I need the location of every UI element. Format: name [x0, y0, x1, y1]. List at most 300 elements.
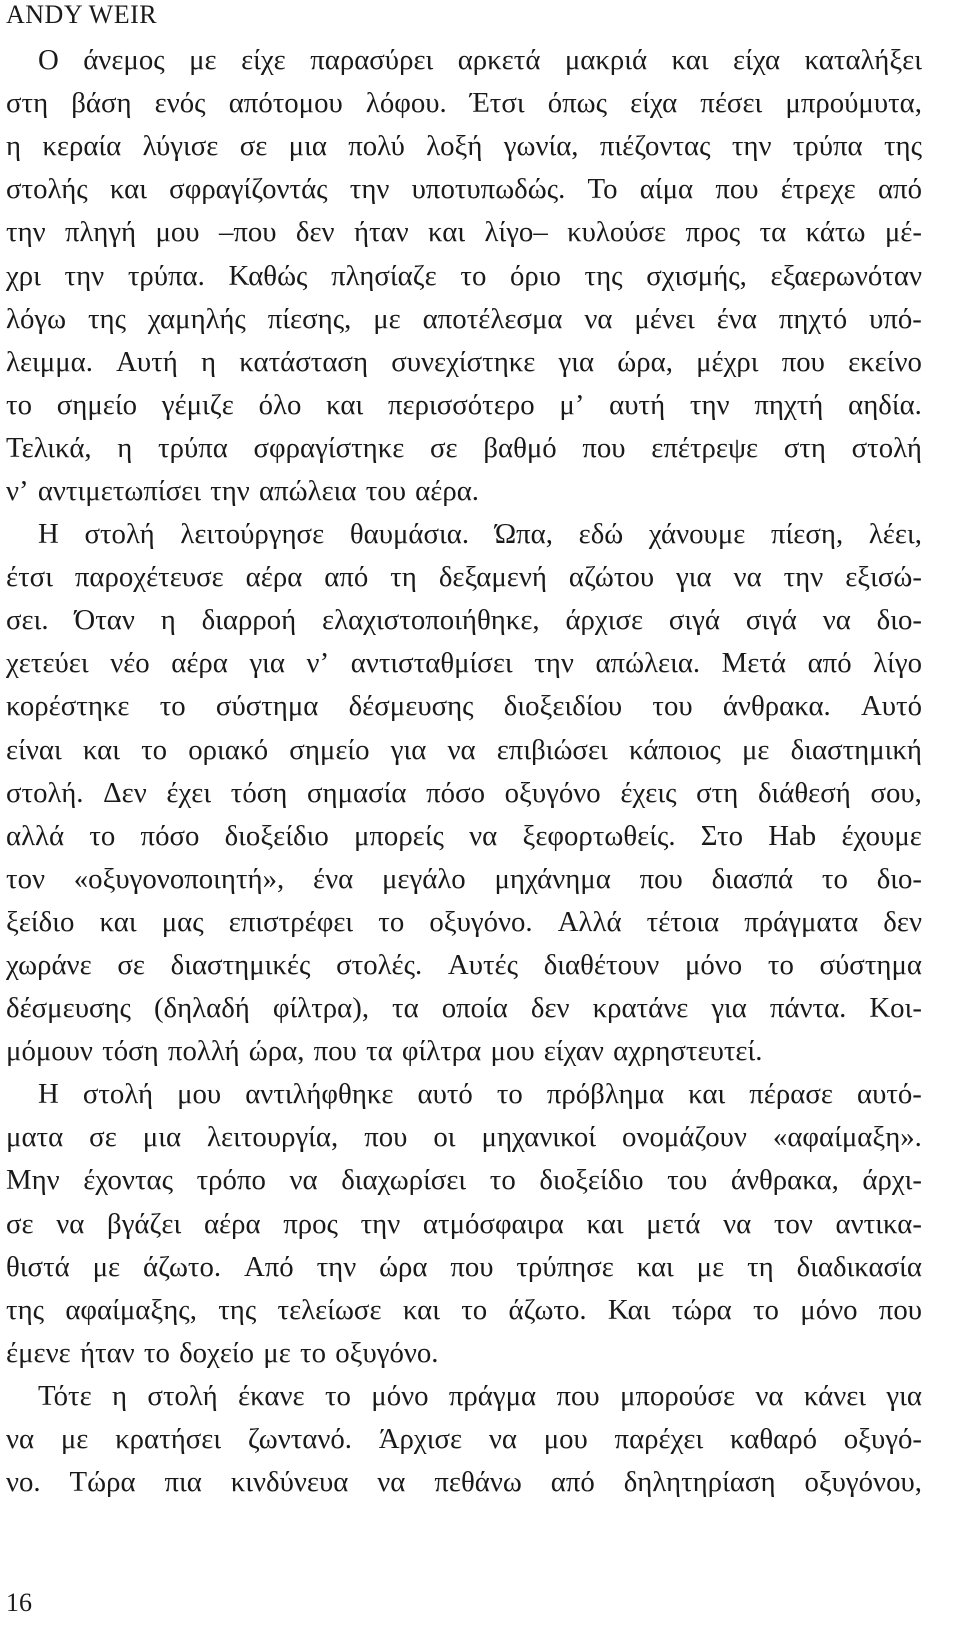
word: μου: [490, 1035, 535, 1068]
word: από: [324, 561, 369, 594]
word: άνεμος: [83, 44, 165, 77]
word: μόνο: [800, 1293, 858, 1326]
text-line: [6, 341, 922, 384]
word: που: [582, 431, 626, 464]
word: και: [671, 44, 709, 77]
text-line: [6, 513, 922, 556]
word: πηχτή: [754, 388, 824, 421]
word: οποία: [441, 992, 508, 1025]
word: Όταν: [74, 604, 135, 637]
word: παρέχει: [614, 1423, 704, 1456]
word: νέο: [110, 647, 150, 680]
word: αυτό: [417, 1078, 473, 1111]
text-line: [6, 125, 922, 168]
word: κρατήσει: [115, 1423, 222, 1456]
word: αχρηστευτεί.: [613, 1035, 763, 1068]
word: να: [733, 561, 762, 594]
word: ένα: [716, 302, 757, 335]
word: Κοι-: [869, 992, 922, 1025]
word: αντιμετωπίσει: [37, 474, 201, 507]
word: που: [639, 862, 683, 895]
text-line: [6, 1159, 922, 1202]
word: να: [723, 1207, 752, 1240]
word: διοξείδιο: [539, 1164, 644, 1197]
text-line: [6, 470, 922, 513]
word: έχει: [166, 776, 212, 809]
word: του: [652, 690, 693, 723]
word: που: [781, 345, 825, 378]
text-line: [6, 384, 922, 427]
text-line: [6, 1246, 922, 1289]
word: άζωτο.: [508, 1293, 587, 1326]
text-line: [6, 729, 922, 772]
word: σε: [89, 1121, 117, 1154]
running-head-author: ANDY WEIR: [6, 0, 158, 29]
word: ξείδιο: [6, 905, 75, 938]
word: μόνο: [371, 1379, 429, 1412]
word: και: [428, 216, 466, 249]
word: αποτέλεσμα: [422, 302, 563, 335]
word: διοξείδιο: [224, 819, 329, 852]
word: Ώπα,: [494, 518, 553, 551]
word: την: [783, 561, 824, 594]
word: να: [469, 819, 498, 852]
word: ώρα,: [248, 1035, 305, 1068]
word: τρόπο: [196, 1164, 266, 1197]
word: και: [688, 1078, 726, 1111]
word: υπό-: [869, 302, 922, 335]
word: με: [373, 302, 401, 335]
word: αέρα: [203, 1207, 261, 1240]
word: αυτή: [609, 388, 666, 421]
word: να: [6, 1423, 35, 1456]
word: λειτουργία,: [207, 1121, 339, 1154]
word: αέρα.: [415, 474, 479, 507]
word: της: [883, 130, 922, 163]
word: αντιλήφθηκε: [245, 1078, 394, 1111]
word: διοξειδίου: [503, 690, 623, 723]
word: ενός: [154, 87, 206, 120]
word: Αυτές: [447, 949, 519, 982]
word: χάνουμε: [648, 518, 746, 551]
word: την: [64, 259, 105, 292]
word: διο-: [876, 862, 922, 895]
word: επιβιώσει: [496, 733, 608, 766]
word: η: [160, 604, 176, 637]
word: μακριά: [564, 44, 648, 77]
word: με: [92, 1250, 121, 1283]
word: κάτω: [805, 216, 866, 249]
word: σφραγίστηκε: [253, 431, 405, 464]
word: Τελικά,: [6, 431, 92, 464]
word: όλο: [258, 388, 302, 421]
word: να: [56, 1207, 85, 1240]
word: μπορούσε: [620, 1379, 736, 1412]
word: μου: [155, 216, 200, 249]
word: λόγω: [6, 302, 67, 335]
word: κάνει: [803, 1379, 867, 1412]
word: να: [488, 1423, 517, 1456]
word: στολή: [82, 1078, 154, 1111]
word: διάθεσή: [757, 776, 851, 809]
word: το: [89, 819, 116, 852]
word: την: [210, 474, 250, 507]
word: αέρα: [171, 647, 228, 680]
word: ελαχιστοποιήθηκε,: [322, 604, 540, 637]
word: για: [676, 561, 712, 594]
word: όπως: [547, 87, 608, 120]
word: δεν: [530, 992, 570, 1025]
word: οριακό: [188, 733, 269, 766]
word: πράγματα: [744, 905, 859, 938]
word: Και: [607, 1293, 651, 1326]
word: και: [586, 1207, 624, 1240]
word: Από: [243, 1250, 294, 1283]
word: πέρασε: [749, 1078, 833, 1111]
word: είχε: [241, 44, 286, 77]
word: είναι: [6, 733, 62, 766]
text-line: [6, 39, 922, 82]
word: η: [6, 130, 22, 163]
word: κρατάνε: [592, 992, 689, 1025]
word: την: [534, 647, 574, 680]
word: στολή.: [6, 776, 84, 809]
word: τρύπα: [792, 130, 863, 163]
word: πίεσης,: [267, 302, 352, 335]
word: είχα: [733, 44, 781, 77]
word: έμενε: [6, 1336, 71, 1369]
text-line: [6, 1332, 922, 1375]
word: που: [556, 1379, 600, 1412]
word: εξισώ-: [845, 561, 922, 594]
word: λόφου.: [365, 87, 447, 120]
word: καταλήξει: [804, 44, 922, 77]
word: το: [6, 388, 32, 421]
text-line: [6, 427, 922, 470]
word: Στο: [700, 819, 744, 852]
word: χαμηλής: [147, 302, 246, 335]
word: αηδία.: [848, 388, 922, 421]
text-line: [6, 987, 922, 1030]
word: δηλητηρίαση: [623, 1466, 776, 1499]
word: δεν: [295, 216, 335, 249]
word: πάντα.: [769, 992, 847, 1025]
word: λοξή: [426, 130, 483, 163]
word: μεγάλο: [381, 862, 466, 895]
word: Αυτή: [116, 345, 178, 378]
word: ξεφορτωθείς.: [522, 819, 676, 852]
word: διαστημική: [790, 733, 922, 766]
word: να: [755, 1379, 784, 1412]
word: τρύπα: [158, 431, 228, 464]
word: (δηλαδή: [153, 992, 250, 1025]
word: αυτό-: [856, 1078, 922, 1111]
word: οξυγόνο.: [335, 1336, 439, 1369]
word: Τώρα: [69, 1466, 136, 1499]
word: τα: [759, 216, 787, 249]
word: σε: [6, 1207, 34, 1240]
word: τρύπα.: [127, 259, 205, 292]
word: πολλή: [167, 1035, 240, 1068]
word: τόση: [230, 776, 288, 809]
word: από: [550, 1466, 595, 1499]
word: Άρχισε: [378, 1423, 463, 1456]
word: υποτυπωδώς.: [411, 173, 566, 206]
word: Ο: [38, 44, 59, 77]
text-line: [6, 685, 922, 728]
word: η: [201, 345, 217, 378]
word: Δεν: [103, 776, 147, 809]
word: κινδύνευα: [230, 1466, 349, 1499]
word: διασπά: [711, 862, 794, 895]
word: άρχισε: [565, 604, 644, 637]
word: τα: [366, 1035, 393, 1068]
word: είχαν: [543, 1035, 604, 1068]
word: σημείο: [289, 733, 370, 766]
word: πίεση,: [771, 518, 844, 551]
word: τον: [773, 1207, 813, 1240]
word: διο-: [876, 604, 922, 637]
word: μετά: [646, 1207, 701, 1240]
word: αίμα: [639, 173, 694, 206]
word: βγάζει: [107, 1207, 182, 1240]
word: πλησίαζε: [331, 259, 437, 292]
word: βαθμό: [483, 431, 557, 464]
word: που: [450, 1250, 494, 1283]
word: της: [218, 1293, 257, 1326]
word: εδώ: [578, 518, 624, 551]
word: σχισμής,: [646, 259, 747, 292]
word: το: [461, 1293, 488, 1326]
text-line: [6, 858, 922, 901]
word: και: [636, 1250, 674, 1283]
word: σει.: [6, 604, 49, 637]
word: κατάσταση: [239, 345, 369, 378]
word: χωράνε: [6, 949, 92, 982]
word: την: [349, 173, 390, 206]
word: έχοντας: [83, 1164, 174, 1197]
word: στολής: [6, 173, 88, 206]
word: την: [689, 388, 730, 421]
word: «αφαίμαξη».: [772, 1121, 922, 1154]
word: σε: [239, 130, 268, 163]
word: το: [460, 259, 487, 292]
word: με: [263, 1336, 291, 1369]
text-line: [6, 1418, 922, 1461]
word: την: [6, 216, 46, 249]
word: ώρα,: [617, 345, 673, 378]
word: σύστημα: [819, 949, 922, 982]
word: άρχι-: [862, 1164, 922, 1197]
word: ζωντανό.: [247, 1423, 353, 1456]
word: δεξαμενή: [438, 561, 547, 594]
text-line: [6, 1116, 922, 1159]
word: η: [117, 431, 133, 464]
body-text: [6, 39, 922, 1504]
word: διαχωρίσει: [341, 1164, 467, 1197]
word: το: [159, 690, 186, 723]
word: σου,: [870, 776, 922, 809]
word: δεν: [883, 905, 922, 938]
word: Η: [38, 518, 59, 551]
word: θιστά: [6, 1250, 70, 1283]
word: και: [402, 1293, 440, 1326]
word: δέσμευσης: [348, 690, 474, 723]
word: της: [6, 1293, 45, 1326]
word: το: [141, 733, 168, 766]
word: απότομου: [228, 87, 343, 120]
word: πιέζοντας: [599, 130, 711, 163]
word: ματα: [6, 1121, 64, 1154]
word: Έτσι: [469, 87, 525, 120]
word: επιστρέφει: [228, 905, 354, 938]
word: Το: [587, 173, 618, 206]
word: και: [99, 905, 137, 938]
word: το: [378, 905, 405, 938]
word: λειμμα.: [6, 345, 93, 378]
word: έτρεχε: [780, 173, 856, 206]
word: για: [711, 992, 747, 1025]
word: άζωτο.: [143, 1250, 222, 1283]
word: Αυτό: [860, 690, 922, 723]
word: μ’: [559, 388, 585, 421]
word: μου: [543, 1423, 588, 1456]
word: με: [741, 733, 770, 766]
word: σε: [430, 431, 458, 464]
word: διαρροή: [201, 604, 297, 637]
word: για: [249, 647, 285, 680]
word: τα: [392, 992, 419, 1025]
word: αέρα: [245, 561, 303, 594]
text-line: [6, 944, 922, 987]
word: πόσο: [426, 776, 485, 809]
word: λίγο: [873, 647, 922, 680]
text-line: [6, 815, 922, 858]
word: του: [667, 1164, 708, 1197]
word: ήταν: [79, 1336, 135, 1369]
word: με: [60, 1423, 89, 1456]
word: εκείνο: [848, 345, 922, 378]
word: που: [715, 173, 759, 206]
word: ατμόσφαιρα: [422, 1207, 564, 1240]
word: παροχέτευσε: [74, 561, 224, 594]
word: φίλτρα: [401, 1035, 482, 1068]
word: ονομάζουν: [622, 1121, 747, 1154]
word: γέμιζε: [161, 388, 234, 421]
word: με: [696, 1250, 725, 1283]
word: διαδικασία: [796, 1250, 922, 1283]
word: πολύ: [348, 130, 405, 163]
word: πράγμα: [448, 1379, 537, 1412]
word: το: [821, 862, 848, 895]
word: που: [313, 1035, 357, 1068]
word: μου: [177, 1078, 222, 1111]
word: προς: [685, 216, 741, 249]
text-line: [6, 1030, 922, 1073]
word: περισσότερο: [387, 388, 535, 421]
text-line: [6, 254, 922, 297]
word: που: [878, 1293, 922, 1326]
word: έτσι: [6, 561, 53, 594]
word: το: [489, 1164, 516, 1197]
text-line: [6, 1073, 922, 1116]
word: Τότε: [38, 1379, 92, 1412]
word: κυλούσε: [567, 216, 667, 249]
word: την: [731, 130, 772, 163]
word: σημασία: [307, 776, 407, 809]
text-line: [6, 642, 922, 685]
word: Μετά: [721, 647, 787, 680]
word: φίλτρα),: [272, 992, 370, 1025]
word: Αλλά: [557, 905, 622, 938]
word: έχεις: [620, 776, 677, 809]
word: τώρα: [671, 1293, 732, 1326]
word: παρασύρει: [310, 44, 434, 77]
word: συνεχίστηκε: [391, 345, 536, 378]
text-line: [6, 1375, 922, 1418]
text-line: [6, 298, 922, 341]
text-line: [6, 772, 922, 815]
word: να: [289, 1164, 318, 1197]
word: στολές.: [336, 949, 423, 982]
page-number: 16: [6, 1588, 32, 1617]
word: στολή: [851, 431, 922, 464]
word: τη: [390, 561, 417, 594]
word: στη: [696, 776, 739, 809]
word: ν’: [306, 647, 330, 680]
word: οξυγόνου,: [804, 1466, 922, 1499]
word: Μην: [6, 1164, 60, 1197]
word: μας: [161, 905, 204, 938]
word: μπρούμυτα,: [785, 87, 922, 120]
word: κεραία: [42, 130, 122, 163]
word: κάποιος: [628, 733, 721, 766]
word: κορέστηκε: [6, 690, 130, 723]
word: στη: [783, 431, 826, 464]
word: αντισταθμίσει: [350, 647, 513, 680]
word: στολή: [147, 1379, 218, 1412]
word: πόσο: [140, 819, 200, 852]
word: –που: [218, 216, 277, 249]
word: να: [822, 604, 851, 637]
word: απώλεια: [259, 474, 357, 507]
text-line: [6, 168, 922, 211]
word: μπορείς: [353, 819, 444, 852]
word: την: [316, 1250, 357, 1283]
word: πηχτό: [778, 302, 848, 335]
word: για: [558, 345, 595, 378]
word: και: [326, 388, 364, 421]
text-line: [6, 556, 922, 599]
text-line: [6, 599, 922, 642]
word: τρύπησε: [516, 1250, 614, 1283]
word: όριο: [509, 259, 561, 292]
word: διαστημικές: [170, 949, 311, 982]
word: αζώτου: [568, 561, 655, 594]
word: αφαίμαξης,: [65, 1293, 197, 1326]
word: είχα: [630, 87, 678, 120]
word: θαυμάσια.: [349, 518, 470, 551]
word: άνθρακα,: [730, 1164, 839, 1197]
word: το: [767, 949, 794, 982]
word: καθαρό: [730, 1423, 818, 1456]
word: με: [189, 44, 217, 77]
word: Καθώς: [228, 259, 308, 292]
word: μέ-: [884, 216, 922, 249]
word: σε: [117, 949, 145, 982]
word: της: [584, 259, 623, 292]
word: χρι: [6, 259, 41, 292]
